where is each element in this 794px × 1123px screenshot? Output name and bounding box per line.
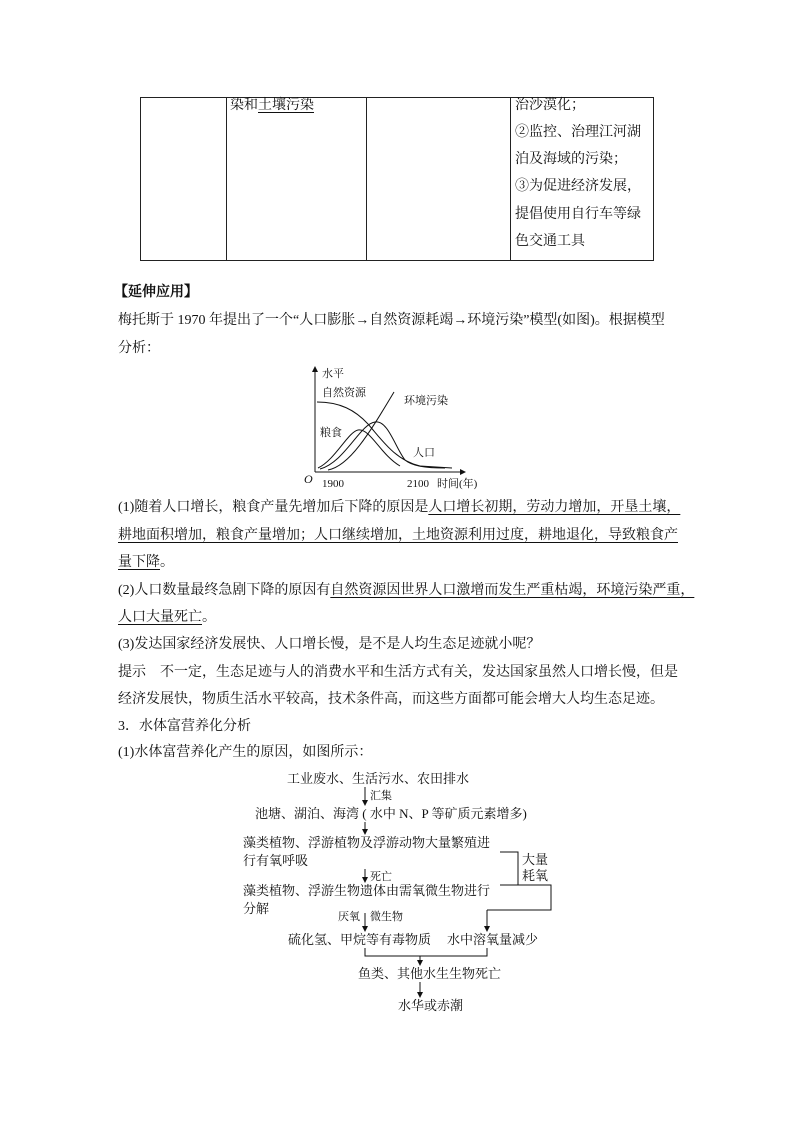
flow-step-sources: 工业废水、生活污水、农田排水 [287, 771, 470, 786]
flow-side-oxygen-use: 耗氧 [522, 868, 549, 883]
table-bottom-border [140, 260, 654, 261]
q2-line [118, 582, 694, 600]
table-cell-line: 治沙漠化； [515, 98, 585, 113]
flow-label-death: 死亡 [370, 871, 392, 883]
meadows-model-figure [300, 362, 480, 492]
table-cell-line: 泊及海域的污染； [515, 152, 627, 167]
q1-answer: 人口增长初期，劳动力增加，开垦土壤， [428, 500, 681, 515]
flow-step-decompose: 藻类植物、浮游生物遗体由需氧微生物进行 [243, 883, 491, 898]
flow-result-oxygen: 水中溶氧量减少 [447, 932, 539, 947]
q3-hint: 经济发展快，物质生活水平较高，技术条件高，而这些方面都可能会增大人均生态足迹。 [118, 692, 664, 707]
q1-line [118, 527, 678, 545]
flow-label-collect: 汇集 [370, 790, 392, 802]
curve-label-food: 粮食 [320, 427, 342, 439]
section-heading: 3．水体富营养化分析 [118, 719, 251, 734]
curve-label-population: 人口 [413, 447, 435, 459]
table-cell-pollution [230, 97, 314, 115]
q1-end: 。 [160, 555, 174, 570]
table-col-border [226, 97, 227, 261]
q1-line [118, 554, 174, 572]
q1-answer: 耕地面积增加，粮食产量增加；人口继续增加，土地资源利用过度，耕地退化，导致粮食产 [118, 528, 678, 543]
table-col-border [366, 97, 367, 261]
table-cell-text: 染和 [230, 98, 258, 113]
flow-step-decompose: 分解 [243, 901, 270, 916]
q1-answer: 量下降 [118, 555, 160, 570]
extension-intro: 梅托斯于 1970 年提出了一个“人口膨胀→自然资源耗竭→环境污染”模型(如图)。根据模型 [118, 313, 665, 328]
q2-question: (2)人口数量最终急剧下降的原因有 [118, 583, 331, 598]
table-cell-line: ③为促进经济发展， [515, 179, 641, 194]
flow-label-anaerobic: 厌氧 [338, 911, 360, 923]
extension-heading: 【延伸应用】 [114, 285, 198, 300]
section-intro: (1)水体富营养化产生的原因，如图所示： [118, 745, 373, 760]
q2-line [118, 609, 216, 627]
x-tick-label: 2100 [407, 478, 429, 490]
table-col-border [653, 97, 654, 261]
table-col-border [140, 97, 141, 261]
origin-label: O [304, 472, 313, 486]
x-tick-label: 1900 [322, 478, 344, 490]
q3-hint: 提示 不一定，生态足迹与人的消费水平和生活方式有关，发达国家虽然人口增长慢，但是 [118, 665, 678, 680]
x-axis-label: 时间(年) [437, 478, 478, 490]
table-col-border [510, 97, 511, 261]
table-cell-underlined: 土壤污染 [258, 98, 314, 113]
flow-bracket [500, 852, 518, 885]
flow-result-toxic: 硫化氢、甲烷等有毒物质 [288, 932, 432, 947]
flow-step-death: 鱼类、其他水生生物死亡 [358, 966, 502, 981]
q2-answer: 人口大量死亡 [118, 610, 202, 625]
flow-step-algae: 行有氧呼吸 [243, 853, 309, 868]
flow-step-algae: 藻类植物、浮游植物及浮游动物大量繁殖进 [243, 835, 491, 850]
q1-question: (1)随着人口增长，粮食产量先增加后下降的原因是 [118, 500, 429, 515]
q2-end: 。 [202, 610, 216, 625]
table-cell-line: ②监控、治理江河湖 [515, 125, 641, 140]
curve-label-pollution: 环境污染 [404, 395, 448, 407]
flow-label-microbe: 微生物 [370, 911, 403, 923]
curve-label-resources: 自然资源 [322, 387, 366, 399]
q2-answer: 自然资源因世界人口激增而发生严重枯竭，环境污染严重， [330, 583, 695, 598]
y-axis-label: 水平 [322, 368, 344, 380]
flow-side-oxygen-use: 大量 [522, 852, 549, 867]
flow-merge [365, 948, 487, 956]
extension-intro: 分析： [118, 341, 160, 356]
table-cell-line: 色交通工具 [515, 234, 585, 249]
flow-step-waterbody: 池塘、湖泊、海湾 ( 水中 N、P 等矿质元素增多) [255, 806, 527, 821]
table-cell-line: 提倡使用自行车等绿 [515, 207, 641, 222]
q3-question: (3)发达国家经济发展快、人口增长慢，是不是人均生态足迹就小呢？ [118, 637, 541, 652]
q1-line [118, 499, 680, 517]
flow-step-bloom: 水华或赤潮 [398, 998, 464, 1013]
flow-oxygen-path [487, 885, 551, 910]
